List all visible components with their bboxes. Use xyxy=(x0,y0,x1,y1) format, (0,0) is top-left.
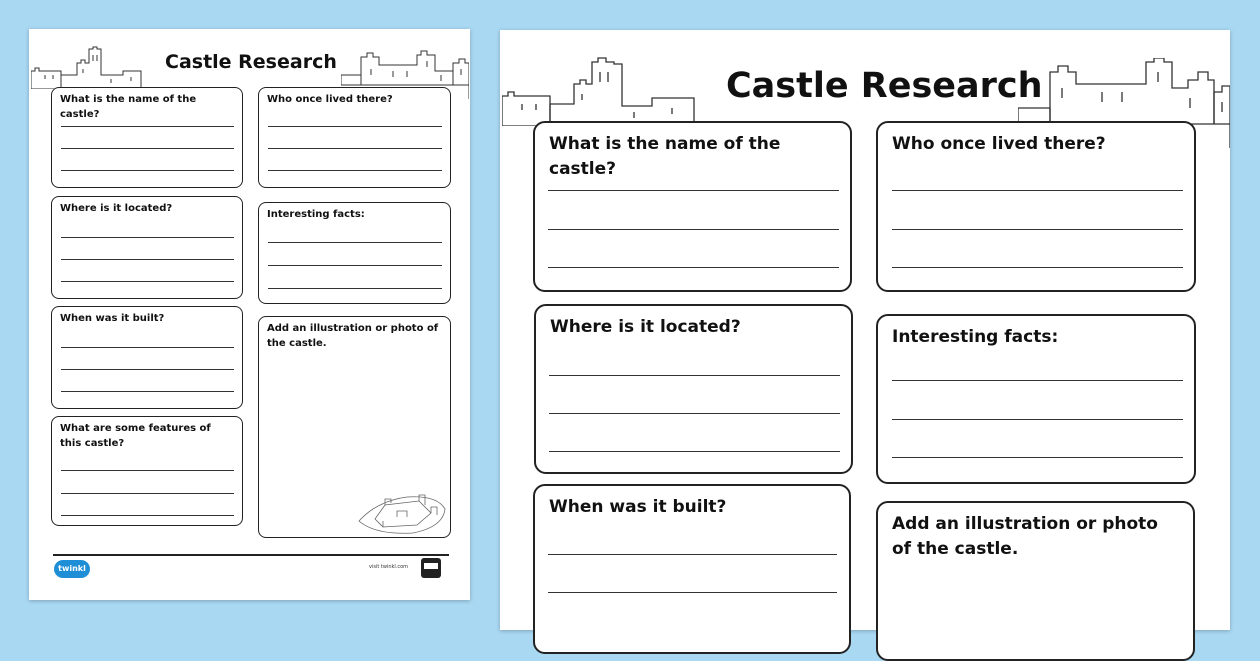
built-prompt: When was it built? xyxy=(60,313,165,324)
writing-line[interactable] xyxy=(892,267,1183,268)
twinkl-logo: twinkl xyxy=(54,560,90,578)
writing-line[interactable] xyxy=(268,170,442,171)
writing-line[interactable] xyxy=(61,237,234,238)
facts-prompt: Interesting facts: xyxy=(267,209,365,220)
writing-line[interactable] xyxy=(61,493,234,494)
illustration-box[interactable] xyxy=(876,501,1195,661)
footer-url: visit twinkl.com xyxy=(369,564,409,570)
castle-sketch-icon xyxy=(357,487,447,535)
name-prompt: What is the name of the castle? xyxy=(549,134,781,179)
illustration-prompt: Add an illustration or photo of the castle. xyxy=(267,323,439,349)
writing-line[interactable] xyxy=(61,259,234,260)
writing-line[interactable] xyxy=(61,470,234,471)
writing-line[interactable] xyxy=(61,347,234,348)
writing-line[interactable] xyxy=(548,229,839,230)
writing-line[interactable] xyxy=(268,242,442,243)
writing-line[interactable] xyxy=(61,170,234,171)
built-box xyxy=(533,484,851,654)
footer-divider xyxy=(53,554,449,556)
location-prompt: Where is it located? xyxy=(60,203,173,214)
worksheet-preview-zoomed xyxy=(500,30,1230,630)
worksheet-preview-full xyxy=(29,29,470,600)
built-prompt: When was it built? xyxy=(549,497,727,517)
lived-prompt: Who once lived there? xyxy=(267,94,393,105)
writing-line[interactable] xyxy=(548,554,837,555)
features-box xyxy=(51,416,243,526)
lived-box xyxy=(258,87,451,188)
lived-prompt: Who once lived there? xyxy=(892,134,1106,154)
writing-line[interactable] xyxy=(61,148,234,149)
writing-line[interactable] xyxy=(268,288,442,289)
illustration-box[interactable] xyxy=(258,316,451,538)
features-prompt: What are some features of this castle? xyxy=(60,423,211,449)
writing-line[interactable] xyxy=(892,457,1183,458)
writing-line[interactable] xyxy=(892,419,1183,420)
writing-line[interactable] xyxy=(61,515,234,516)
writing-line[interactable] xyxy=(892,229,1183,230)
name-box xyxy=(51,87,243,188)
facts-box xyxy=(258,202,451,304)
writing-line[interactable] xyxy=(549,451,840,452)
writing-line[interactable] xyxy=(549,375,840,376)
name-prompt: What is the name of the castle? xyxy=(60,94,197,120)
writing-line[interactable] xyxy=(61,369,234,370)
writing-line[interactable] xyxy=(549,413,840,414)
writing-line[interactable] xyxy=(268,148,442,149)
location-box xyxy=(51,196,243,299)
writing-line[interactable] xyxy=(61,391,234,392)
writing-line[interactable] xyxy=(892,190,1183,191)
writing-line[interactable] xyxy=(548,267,839,268)
page-title: Castle Research xyxy=(726,66,1043,106)
writing-line[interactable] xyxy=(268,126,442,127)
writing-line[interactable] xyxy=(61,126,234,127)
facts-box xyxy=(876,314,1196,484)
writing-line[interactable] xyxy=(61,281,234,282)
castle-illustration-left xyxy=(502,56,702,126)
built-box xyxy=(51,306,243,409)
illustration-prompt: Add an illustration or photo of the castle. xyxy=(892,514,1158,559)
writing-line[interactable] xyxy=(548,592,837,593)
location-box xyxy=(534,304,853,474)
location-prompt: Where is it located? xyxy=(550,317,741,337)
writing-line[interactable] xyxy=(548,190,839,191)
facts-prompt: Interesting facts: xyxy=(892,327,1059,347)
badge-icon xyxy=(421,558,441,578)
name-box xyxy=(533,121,852,292)
lived-box xyxy=(876,121,1196,292)
page-title: Castle Research xyxy=(165,51,337,73)
writing-line[interactable] xyxy=(268,265,442,266)
castle-illustration-left xyxy=(31,45,151,89)
writing-line[interactable] xyxy=(892,380,1183,381)
